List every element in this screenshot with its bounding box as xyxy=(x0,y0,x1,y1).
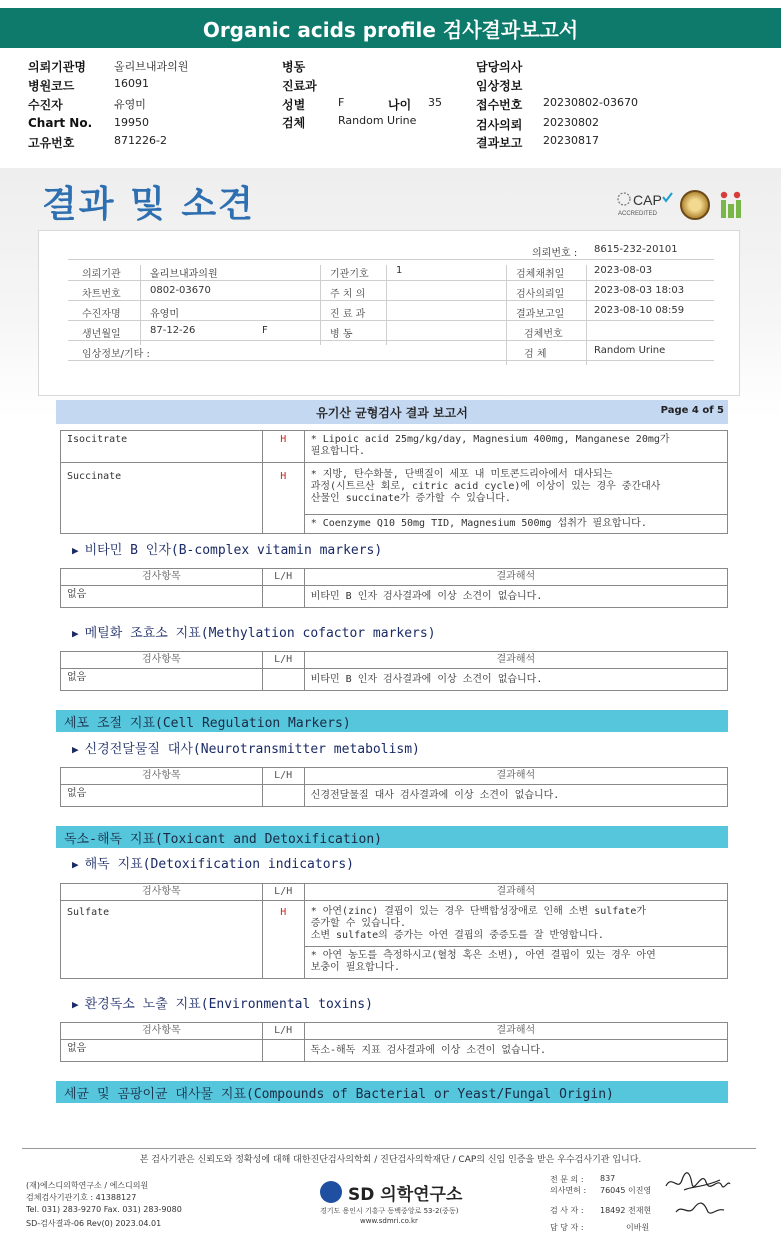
interp-cell xyxy=(304,947,727,979)
note-line: * 지방, 탄수화물, 단백질이 세포 내 미토콘드리아에서 대사되는 xyxy=(310,469,613,480)
info-label: 진 료 과 xyxy=(330,309,366,320)
label-patient: 수진자 xyxy=(28,98,63,112)
value-request-date: 20230802 xyxy=(543,116,599,129)
value-client: 올리브내과의원 xyxy=(114,60,189,73)
cap-logo-subtext: ACCREDITED xyxy=(618,211,658,217)
label-unique-no: 고유번호 xyxy=(28,136,75,150)
item-cell: Sulfate xyxy=(61,901,263,979)
label-request-date: 검사의뢰 xyxy=(476,118,523,132)
col-header-item: 검사항목 xyxy=(61,884,263,901)
info-label: 검체채취일 xyxy=(516,269,565,280)
triangle-icon: ▶ xyxy=(72,743,79,756)
interp-cell: * Coenzyme Q10 50mg TID, Magnesium 500mg 섭취가 필요합니다. xyxy=(304,515,727,534)
item-cell: 없음 xyxy=(61,669,263,691)
table-header xyxy=(61,569,728,586)
section-title: 해독 지표(Detoxification indicators) xyxy=(84,857,355,872)
item-cell: Isocitrate xyxy=(61,431,263,463)
section-title: 환경독소 노출 지표(Environmental toxins) xyxy=(84,997,373,1012)
interp-cell xyxy=(304,431,727,463)
info-label: 검사의뢰일 xyxy=(516,289,565,300)
section-bar-bacterial: 세균 및 곰팡이균 대사물 지표(Compounds of Bacterial or Yeast/Fungal Origin) xyxy=(56,1081,728,1103)
col-header-interp: 결과해석 xyxy=(304,768,727,785)
table-header xyxy=(61,768,728,785)
label-client: 의뢰기관명 xyxy=(28,60,86,74)
info-label: 검체번호 xyxy=(524,329,563,340)
report-section-header xyxy=(56,400,728,424)
label-doctor: 담당의사 xyxy=(476,60,523,74)
request-no-value: 8615-232-20101 xyxy=(594,244,678,255)
label-dept: 진료과 xyxy=(282,79,317,93)
section-bar-toxicant: 독소-해독 지표(Toxicant and Detoxification) xyxy=(56,826,728,848)
table-row xyxy=(61,431,728,463)
triangle-icon: ▶ xyxy=(72,998,79,1011)
staff-label: 검 사 자 : xyxy=(550,1206,584,1215)
page-indicator: Page 4 of 5 xyxy=(660,405,724,416)
col-header-item: 검사항목 xyxy=(61,768,263,785)
item-cell: 없음 xyxy=(61,1040,263,1062)
value-chart-no: 19950 xyxy=(114,116,149,129)
info-value: 87-12-26 xyxy=(150,325,196,336)
flag-cell: H xyxy=(262,901,304,979)
flag-cell xyxy=(262,669,304,691)
label-sex: 성별 xyxy=(282,98,306,112)
info-label: 결과보고일 xyxy=(516,309,565,320)
patient-header xyxy=(0,52,781,152)
col-header-item: 검사항목 xyxy=(61,569,263,586)
cap-logo-text: CAP xyxy=(633,192,662,208)
section-title: 메틸화 조효소 지표(Methylation cofactor markers) xyxy=(84,626,436,641)
col-header-interp: 결과해석 xyxy=(304,1023,727,1040)
interp-cell xyxy=(304,901,727,947)
interp-cell: 비타민 B 인자 검사결과에 이상 소견이 없습니다. xyxy=(304,586,727,608)
staff-value: 76045 이진영 xyxy=(600,1186,652,1195)
section-detoxification xyxy=(72,853,354,872)
staff-value: 이바원 xyxy=(626,1223,650,1232)
info-row xyxy=(68,321,714,341)
value-sex: F xyxy=(338,96,345,109)
info-value: Random Urine xyxy=(594,345,666,356)
footer-url: www.sdmri.co.kr xyxy=(360,1217,418,1225)
col-header-item: 검사항목 xyxy=(61,1023,263,1040)
info-label: 검 체 xyxy=(524,349,547,360)
section-title: 신경전달물질 대사(Neurotransmitter metabolism) xyxy=(84,742,420,757)
footer-doc-rev: SD-검사결과-06 Rev(0) 2023.04.01 xyxy=(26,1219,162,1228)
table-header xyxy=(61,1023,728,1040)
info-value: 2023-08-03 xyxy=(594,265,653,276)
table-row xyxy=(61,669,728,691)
table-header xyxy=(61,652,728,669)
note-line: 증가할 수 있습니다. xyxy=(310,918,407,929)
footer-divider xyxy=(22,1148,756,1149)
info-label: 수진자명 xyxy=(82,309,121,320)
table-row xyxy=(61,1040,728,1062)
item-cell: 없음 xyxy=(61,586,263,608)
info-value-sex: F xyxy=(262,325,268,336)
report-title: Organic acids profile 검사결과보고서 xyxy=(0,8,781,48)
label-age: 나이 xyxy=(388,98,412,112)
note-line: * 아연 농도를 측정하시고(혈청 혹은 소변), 아연 결핍이 있는 경우 아연 xyxy=(310,950,656,961)
info-row xyxy=(68,341,714,361)
kslm-seal-icon xyxy=(680,190,710,220)
col-header-item: 검사항목 xyxy=(61,652,263,669)
methylation-table xyxy=(60,651,728,691)
footer-notice: 본 검사기관은 신뢰도와 정확성에 대해 대한진단검사의학회 / 진단검사의학재단 / CAP의 신임 인증을 받은 우수검사기관 입니다. xyxy=(139,1155,642,1165)
report-section-title: 유기산 균형검사 결과 보고서 xyxy=(316,406,468,420)
table-row xyxy=(61,901,728,947)
col-header-interp: 결과해석 xyxy=(304,652,727,669)
label-report-date: 결과보고 xyxy=(476,136,523,150)
col-header-lh: L/H xyxy=(262,884,304,901)
note-line: * 아연(zinc) 결핍이 있는 경우 단백합성장애로 인해 소변 sulfate가 xyxy=(310,906,646,917)
value-receipt: 20230802-03670 xyxy=(543,96,638,109)
b-vitamin-table xyxy=(60,568,728,608)
info-value: 0802-03670 xyxy=(150,285,211,296)
section-title: 비타민 B 인자(B-complex vitamin markers) xyxy=(84,543,383,558)
interp-cell: 비타민 B 인자 검사결과에 이상 소견이 없습니다. xyxy=(304,669,727,691)
value-specimen: Random Urine xyxy=(338,114,417,127)
info-label: 기관기호 xyxy=(330,269,369,280)
staff-value: 837 xyxy=(600,1174,616,1183)
section-bar-cell-regulation: 세포 조절 지표(Cell Regulation Markers) xyxy=(56,710,728,732)
flag-cell: H xyxy=(262,431,304,463)
table-row xyxy=(61,785,728,807)
label-clinical: 임상정보 xyxy=(476,79,523,93)
footer-org-code: 검체검사기관기호 : 41388127 xyxy=(26,1193,137,1202)
flag-cell xyxy=(262,785,304,807)
item-cell: Succinate xyxy=(61,463,263,534)
label-chart-no: Chart No. xyxy=(28,116,93,130)
info-value: 올리브내과의원 xyxy=(150,269,218,280)
info-label: 차트번호 xyxy=(82,289,121,300)
staff-value: 18492 전재현 xyxy=(600,1206,652,1215)
note-line: 산물인 succinate가 증가할 수 있습니다. xyxy=(310,493,511,504)
info-row xyxy=(68,301,714,321)
info-row xyxy=(68,281,714,301)
value-report-date: 20230817 xyxy=(543,134,599,147)
table-row xyxy=(61,586,728,608)
triangle-icon: ▶ xyxy=(72,544,79,557)
section-environmental-toxins xyxy=(72,993,373,1012)
info-label: 주 치 의 xyxy=(330,289,366,300)
col-header-lh: L/H xyxy=(262,1023,304,1040)
sd-brand: SD 의학연구소 xyxy=(348,1185,463,1205)
item-cell: 없음 xyxy=(61,785,263,807)
note-line: * Lipoic acid 25mg/kg/day, Magnesium 400mg, Manganese 20mg가 xyxy=(310,434,670,445)
env-table xyxy=(60,1022,728,1062)
flag-cell xyxy=(262,1040,304,1062)
info-value: 유영미 xyxy=(150,309,179,320)
sd-logo-icon xyxy=(320,1181,342,1203)
label-specimen: 검체 xyxy=(282,116,306,130)
value-unique-no: 871226-2 xyxy=(114,134,167,147)
info-card-divider xyxy=(68,259,714,260)
interp-cell: 신경전달물질 대사 검사결과에 이상 소견이 없습니다. xyxy=(304,785,727,807)
triangle-icon: ▶ xyxy=(72,627,79,640)
ldi-logo-icon xyxy=(718,190,744,220)
note-line: 필요합니다. xyxy=(310,446,366,457)
staff-label: 담 당 자 : xyxy=(550,1223,584,1232)
triangle-icon: ▶ xyxy=(72,858,79,871)
note-line: 과정(시트르산 회로, citric acid cycle)에 이상이 있는 경우 중간대사 xyxy=(310,481,661,492)
detox-table xyxy=(60,883,728,979)
footer-org: (재)에스디의학연구소 / 에스디의원 xyxy=(26,1181,149,1190)
value-patient: 유영미 xyxy=(114,98,146,111)
cap-logo-icon xyxy=(616,188,678,220)
table-header xyxy=(61,884,728,901)
neuro-table xyxy=(60,767,728,807)
footer-contact: Tel. 031) 283-9270 Fax. 031) 283-9080 xyxy=(26,1205,182,1214)
col-header-lh: L/H xyxy=(262,569,304,586)
flag-cell xyxy=(262,586,304,608)
request-no-label: 의뢰번호 : xyxy=(532,248,578,259)
staff-label: 의사면허 : xyxy=(550,1186,587,1195)
info-label: 의뢰기관 xyxy=(82,269,121,280)
interp-cell xyxy=(304,463,727,515)
label-receipt: 접수번호 xyxy=(476,98,523,112)
findings-table xyxy=(60,430,728,534)
info-value: 2023-08-10 08:59 xyxy=(594,305,685,316)
label-ward: 병동 xyxy=(282,60,306,74)
info-label: 임상정보/기타 : xyxy=(82,349,150,360)
info-value: 2023-08-03 18:03 xyxy=(594,285,685,296)
note-line: 보충이 필요합니다. xyxy=(310,962,401,973)
col-header-interp: 결과해석 xyxy=(304,884,727,901)
info-label: 병 동 xyxy=(330,329,353,340)
footer-address: 경기도 용인시 기흥구 동백중앙로 53-2(중동) xyxy=(320,1207,459,1215)
value-hospital-code: 16091 xyxy=(114,77,149,90)
signature-icon xyxy=(662,1168,732,1222)
info-row xyxy=(68,261,714,281)
section-methylation xyxy=(72,622,436,641)
section-neurotransmitter xyxy=(72,738,420,757)
info-label: 생년월일 xyxy=(82,329,121,340)
col-header-interp: 결과해석 xyxy=(304,569,727,586)
interp-cell: 독소-해독 지표 검사결과에 이상 소견이 없습니다. xyxy=(304,1040,727,1062)
col-header-lh: L/H xyxy=(262,652,304,669)
result-title: 결과 및 소견 xyxy=(42,184,255,225)
note-line: 소변 sulfate의 증가는 아연 결핍의 중증도를 잘 반영합니다. xyxy=(310,930,604,941)
info-value: 1 xyxy=(396,265,403,276)
col-header-lh: L/H xyxy=(262,768,304,785)
flag-cell: H xyxy=(262,463,304,534)
table-row xyxy=(61,463,728,515)
value-age: 35 xyxy=(428,96,442,109)
label-hospital-code: 병원코드 xyxy=(28,79,75,93)
section-b-vitamin xyxy=(72,539,382,558)
staff-label: 전 문 의 : xyxy=(550,1175,584,1184)
